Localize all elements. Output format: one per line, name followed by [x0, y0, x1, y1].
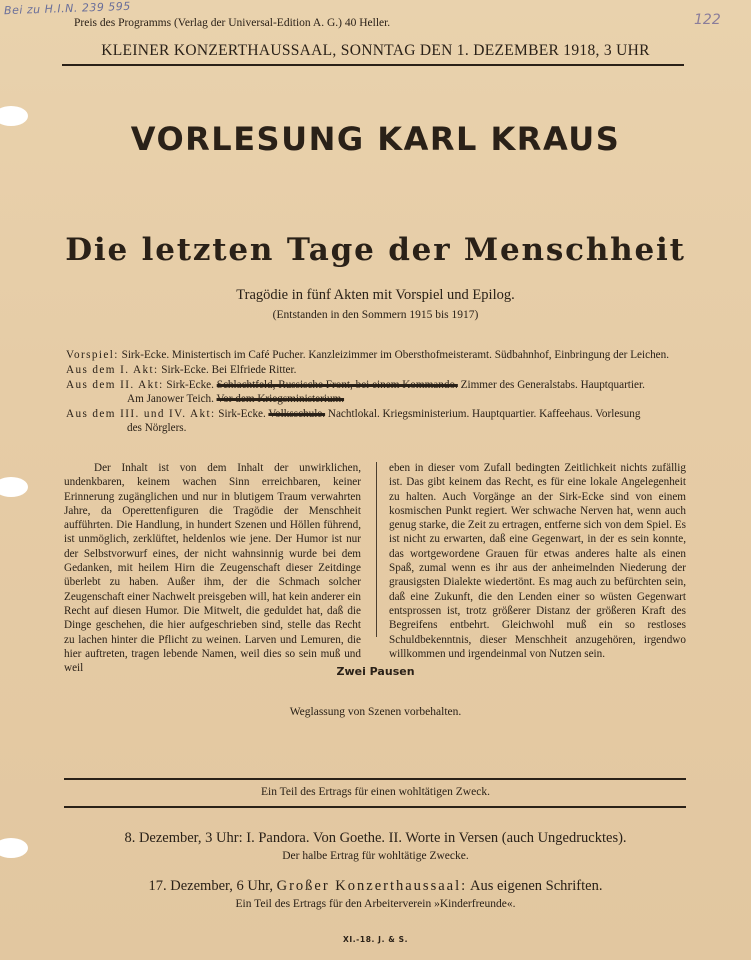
scene-label: Aus dem I. Akt:: [66, 364, 159, 376]
event-program: Aus eigenen Schriften.: [469, 878, 603, 894]
main-title: VORLESUNG KARL KRAUS: [130, 120, 621, 158]
archive-annotation: Bei zu H.I.N. 239 595: [3, 0, 132, 18]
printer-mark: XI.-18. J. & S.: [342, 935, 409, 944]
upcoming-event-1: 8. Dezember, 3 Uhr: I. Pandora. Von Goethe. II. Worte in Versen (auch Ungedrucktes).: [124, 830, 627, 846]
play-origin: (Entstanden in den Sommern 1915 bis 1917): [272, 309, 479, 321]
price-line: Preis des Programms (Verlag der Universal-Edition A. G.) 40 Heller.: [74, 17, 391, 29]
scene-continuation: [66, 392, 696, 406]
upcoming-event-2: [0, 878, 751, 895]
scene-row-vorspiel: [66, 348, 696, 362]
struck-scene: Schlachtfeld, Russische Front, bei einem Kommando.: [216, 379, 458, 391]
scene-text: Am Janower Teich.: [127, 393, 214, 405]
scene-text: Sirk-Ecke. Bei Elfriede Ritter.: [161, 364, 297, 376]
column-divider: [376, 462, 377, 637]
scene-list: [66, 348, 696, 436]
event-date: 17. Dezember, 6 Uhr,: [148, 878, 273, 894]
scene-text: Sirk-Ecke. Ministertisch im Café Pucher. Kanzleizimmer im Obersthofmeisteramt. Südbahnhof, Einbringung der Leichen.: [121, 349, 670, 361]
preface-right-column: eben in dieser vom Zufall bedingten Zeitlichkeit nichts zufällig ist. Das gibt keinem das Recht, es für eine lokale Angelegenheit zu halten. Auch Vorgänge an der Sirk-Ecke sind von einem kosmischen Punkt regiert. Wer schwache Nerven hat, wenn auch genug starke, die Zeit zu ertragen, entferne sich von dem Spiel. Es ist nicht zu erwarten, daß eine Gegenwart, in der es sein konnte, das wortgewordene Grauen für etwas anderes halte als einen Spaß, zumal wenn es ihr aus der anheimelnden Niederung der grausigsten Dialekte wiedertönt. Es mag auch zu befürchten sein, daß eine Zukunft, die den Lenden einer so wüsten Gegenwart entsprossen ist, trotz größerer Distanz der größeren Kraft des Begreifens entbehrt. Gleichwohl muß ein so restloses Schuldbekenntnis, dieser Menschheit anzugehören, irgendwo willkommen und irgendeinmal von Nutzen sein.: [389, 462, 686, 660]
preface-left-column: Der Inhalt ist von dem Inhalt der unwirklichen, undenkbaren, keinem wachen Sinn erreichbaren, keiner Erinnerung zugänglichen und nur in blutigem Traum verwahrten Jahre, da Operettenfiguren die Tragödie der Menschheit aufführten. Die Handlung, in hundert Szenen und Höllen führend, ist unmöglich, zerklüftet, heldenlos wie jene. Der Humor ist nur der Selbstvorwurf eines, der nicht wahnsinnig wurde bei dem Gedanken, mit heilem Hirn die Zeugenschaft dieser Zeitdinge überlebt zu haben. Außer ihm, der die Schmach solcher Zeugenschaft einer Nachwelt preisgeben will, hat kein anderer ein Recht auf diesen Humor. Die Mitwelt, die geduldet hat, daß die Dinge geschehen, die hier aufgeschrieben sind, stelle das Recht zu lachen hinter die Pflicht zu weinen. Larven und Lemuren, die hier auftreten, tragen lebende Namen, weil dies so sein muß und weil: [64, 462, 361, 675]
header-rule: [62, 64, 684, 66]
omission-note: Weglassung von Szenen vorbehalten.: [289, 706, 462, 718]
intermissions-note: Zwei Pausen: [336, 665, 415, 678]
struck-scene: Vor dem Kriegsministerium.: [216, 393, 345, 405]
event-venue: Großer Konzerthaussaal:: [276, 878, 468, 894]
proceeds-rule-bottom: [64, 806, 686, 808]
venue-line: KLEINER KONZERTHAUSSAAL, SONNTAG DEN 1. DEZEMBER 1918, 3 UHR: [101, 42, 650, 59]
struck-scene: Volksschule.: [268, 408, 326, 420]
scene-text: Sirk-Ecke.: [218, 408, 266, 420]
binding-hole: [0, 477, 28, 497]
page-number-annotation: 122: [694, 12, 721, 28]
scene-text: Nachtlokal. Kriegsministerium. Hauptquartier. Kaffeehaus. Vorlesung: [327, 408, 641, 420]
scene-text: des Nörglers.: [127, 422, 187, 434]
scene-row-act2: [66, 378, 696, 406]
proceeds-note: Ein Teil des Ertrags für einen wohltätigen Zweck.: [261, 786, 490, 798]
play-title: Die letzten Tage der Menschheit: [65, 232, 686, 268]
upcoming-event-2-note: Ein Teil des Ertrags für den Arbeiterverein »Kinderfreunde«.: [235, 898, 516, 910]
play-subtitle: Tragödie in fünf Akten mit Vorspiel und Epilog.: [236, 287, 515, 303]
scene-label: Aus dem III. und IV. Akt:: [66, 408, 216, 420]
scene-text: Zimmer des Generalstabs. Hauptquartier.: [460, 379, 645, 391]
upcoming-event-1-note: Der halbe Ertrag für wohltätige Zwecke.: [282, 850, 469, 862]
scene-row-act1: [66, 363, 696, 377]
proceeds-rule-top: [64, 778, 686, 780]
scene-label: Vorspiel:: [66, 349, 119, 361]
scene-label: Aus dem II. Akt:: [66, 379, 164, 391]
scene-text: Sirk-Ecke.: [166, 379, 214, 391]
scene-row-act3-4: [66, 407, 696, 435]
scene-continuation: [66, 421, 696, 435]
